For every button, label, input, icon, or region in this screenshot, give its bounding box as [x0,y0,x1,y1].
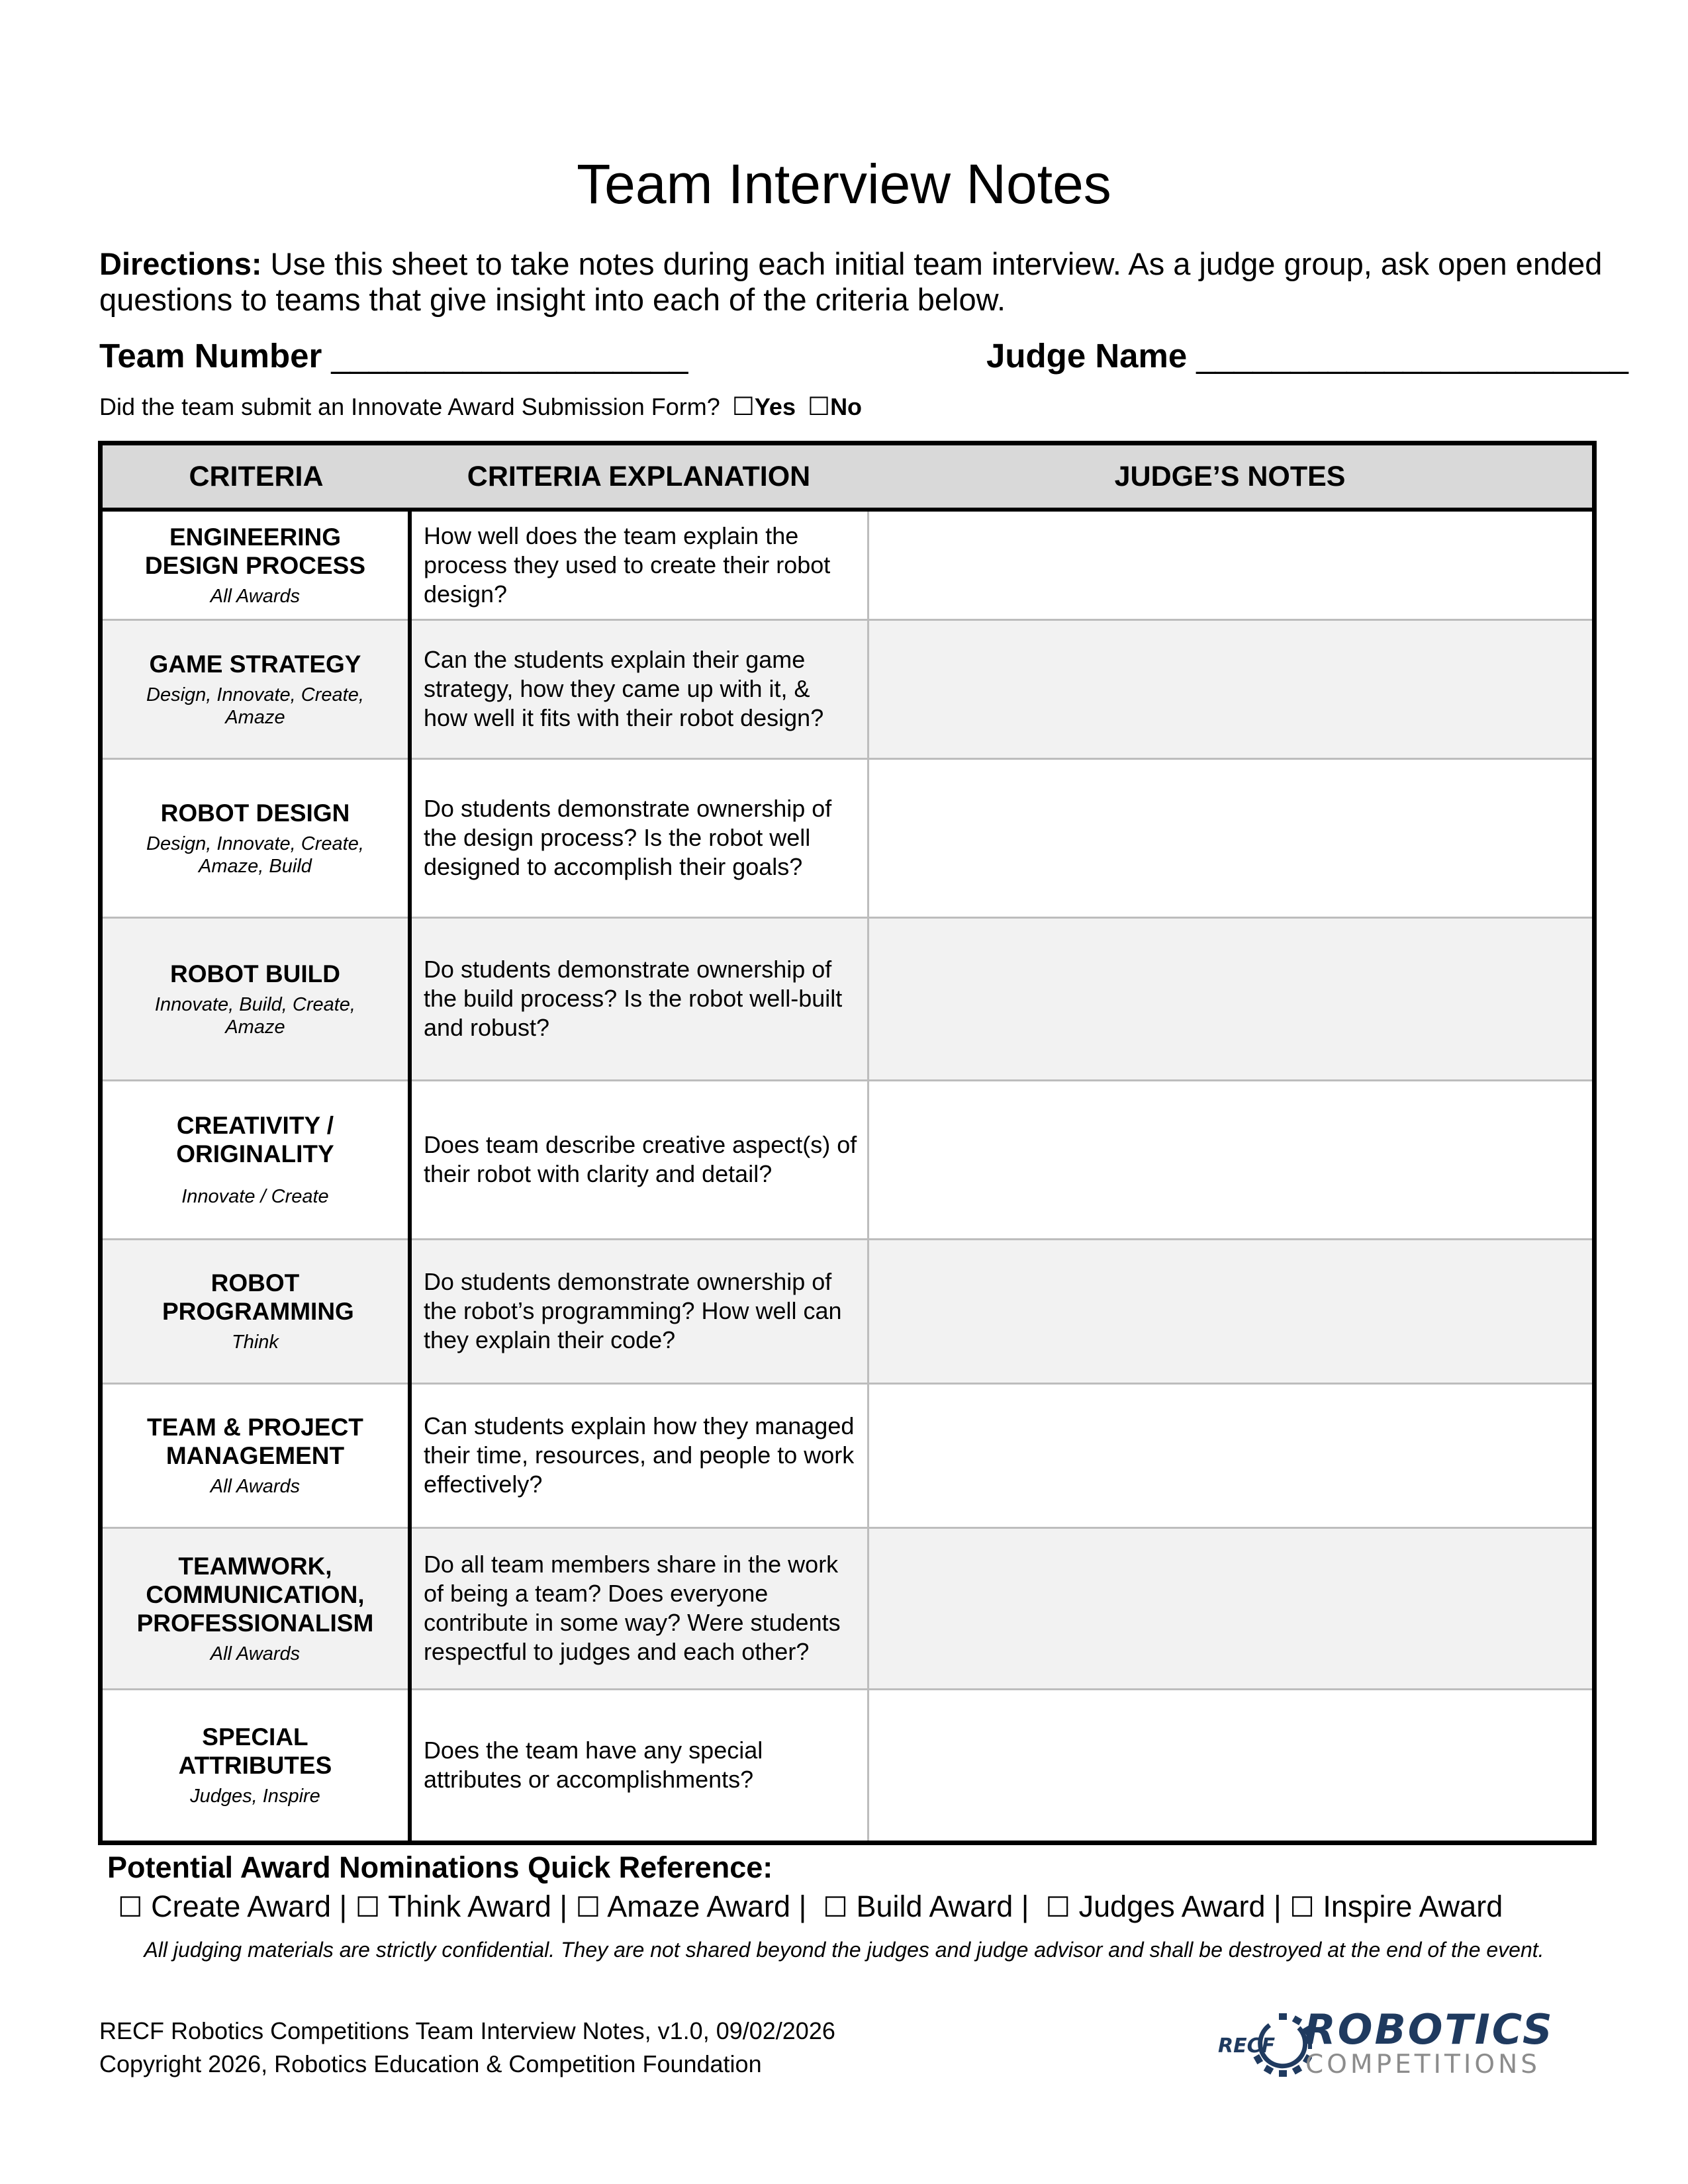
criteria-cell [101,758,410,917]
table-row [101,1239,1595,1383]
criteria-awards: Think [232,1332,279,1353]
explanation-cell: Does the team have any special attributes or accomplishments? [410,1689,868,1843]
explanation-cell: Do students demonstrate ownership of the build process? Is the robot well-built and robust? [410,917,868,1080]
criteria-name: CREATIVITY / ORIGINALITY [176,1112,334,1167]
criteria-awards: Design, Innovate, Create, Amaze [146,684,364,728]
criteria-cell [101,510,410,619]
header-explanation: CRITERIA EXPLANATION [410,443,868,510]
directions-text: Use this sheet to take notes during each initial team interview. As a judge group, ask open ended questions to teams that give insight into each of the criteria below. [99,246,1603,317]
table-row [101,1383,1595,1527]
footer-copyright: Copyright 2026, Robotics Education & Competition Foundation [99,2050,762,2077]
yes-label: Yes [754,393,796,420]
checkbox-icon: ☐ [1045,1891,1071,1923]
criteria-awards: Innovate / Create [181,1186,329,1207]
footer [99,2015,835,2081]
no-checkbox[interactable] [808,393,862,420]
header-judges-notes: JUDGE’S NOTES [868,443,1594,510]
award-label: Create Award [151,1889,331,1923]
build-award-checkbox[interactable] [823,1889,1013,1923]
yes-checkbox[interactable] [732,393,796,420]
no-checkbox-icon: ☐ [807,392,831,421]
criteria-awards: All Awards [210,585,301,607]
criteria-name: ENGINEERING DESIGN PROCESS [144,523,365,579]
submission-question: Did the team submit an Innovate Award Submission Form? [99,393,720,420]
award-label: Judges Award [1078,1889,1266,1923]
table-row [101,1080,1595,1239]
criteria-cell [101,1239,410,1383]
explanation-cell: Can the students explain their game strategy, how they came up with it, & how well it fits with their robot design? [410,619,868,758]
criteria-name: ROBOT PROGRAMMING [162,1269,354,1325]
table-row [101,1689,1595,1843]
judges-notes-cell[interactable] [868,1239,1594,1383]
judge-name-field[interactable] [986,336,1628,376]
award-label: Inspire Award [1323,1889,1503,1923]
criteria-awards: All Awards [210,1643,301,1664]
criteria-name: TEAMWORK, COMMUNICATION, PROFESSIONALISM [136,1552,374,1637]
criteria-cell [101,1527,410,1689]
explanation-cell: How well does the team explain the process they used to create their robot design? [410,510,868,619]
checkbox-icon: ☐ [575,1891,601,1923]
confidentiality-note: All judging materials are strictly confidential. They are not shared beyond the judges and judge advisor and shall be destroyed at the end of the event. [144,1938,1544,1962]
yes-checkbox-icon: ☐ [731,392,755,421]
logo-robotics-text: ROBOTICS [1304,2005,1554,2054]
checkbox-icon: ☐ [355,1891,381,1923]
table-header-row [101,443,1595,510]
criteria-table [98,441,1597,1845]
team-number-field[interactable] [99,336,688,376]
directions-label: Directions: [99,246,262,281]
judges-notes-cell[interactable] [868,619,1594,758]
award-label: Build Award [856,1889,1013,1923]
no-label: No [830,393,863,420]
table-row [101,758,1595,917]
inspire-award-checkbox[interactable] [1289,1889,1503,1923]
criteria-cell [101,619,410,758]
criteria-name: SPECIAL ATTRIBUTES [178,1723,332,1779]
explanation-cell: Do all team members share in the work of being a team? Does everyone contribute in some way? Were students respectful to judges and each other? [410,1527,868,1689]
criteria-cell [101,1383,410,1527]
checkbox-icon: ☐ [118,1891,143,1923]
explanation-cell: Can students explain how they managed their time, resources, and people to work effectively? [410,1383,868,1527]
criteria-cell [101,1689,410,1843]
header-criteria: CRITERIA [101,443,410,510]
submission-question-row [99,392,862,422]
amaze-award-checkbox[interactable] [576,1889,791,1923]
judges-award-checkbox[interactable] [1045,1889,1265,1923]
criteria-awards: All Awards [210,1476,301,1497]
team-number-label: Team Number [99,337,322,375]
award-nominations-row: ☐ Create Award | ☐ Think Award | ☐ Amaze Award | ☐ Build Award | ☐ Judges Award | ☐ Inspire Award [118,1889,1503,1923]
judges-notes-cell[interactable] [868,1689,1594,1843]
criteria-awards: Innovate, Build, Create, Amaze [154,993,355,1038]
table-row [101,917,1595,1080]
table-row [101,510,1595,619]
judges-notes-cell[interactable] [868,1080,1594,1239]
criteria-name: GAME STRATEGY [149,650,361,678]
explanation-cell: Does team describe creative aspect(s) of their robot with clarity and detail? [410,1080,868,1239]
robotics-competitions-logo [1218,2005,1589,2082]
judges-notes-cell[interactable] [868,758,1594,917]
criteria-cell [101,1080,410,1239]
logo-competitions-text: COMPETITIONS [1305,2050,1541,2079]
checkbox-icon: ☐ [1289,1891,1315,1923]
logo-recf-text: RECF [1218,2034,1276,2058]
criteria-name: TEAM & PROJECT MANAGEMENT [147,1414,363,1469]
criteria-name: ROBOT BUILD [170,960,340,987]
criteria-name: ROBOT DESIGN [160,799,350,827]
judges-notes-cell[interactable] [868,510,1594,619]
award-label: Think Award [388,1889,551,1923]
explanation-cell: Do students demonstrate ownership of the design process? Is the robot well designed to accomplish their goals? [410,758,868,917]
judges-notes-cell[interactable] [868,1383,1594,1527]
team-number-blank[interactable]: ___________________ [322,337,688,375]
explanation-cell: Do students demonstrate ownership of the robot’s programming? How well can they explain their code? [410,1239,868,1383]
table-row [101,619,1595,758]
footer-version: RECF Robotics Competitions Team Interview Notes, v1.0, 09/02/2026 [99,2017,835,2044]
judge-name-blank[interactable]: _______________________ [1187,337,1628,375]
judges-notes-cell[interactable] [868,917,1594,1080]
award-label: Amaze Award [607,1889,791,1923]
checkbox-icon: ☐ [823,1891,848,1923]
criteria-awards: Judges, Inspire [190,1786,320,1807]
create-award-checkbox[interactable] [118,1889,331,1923]
think-award-checkbox[interactable] [355,1889,551,1923]
criteria-awards: Design, Innovate, Create, Amaze, Build [146,833,364,877]
judge-name-label: Judge Name [986,337,1188,375]
page-title: Team Interview Notes [577,153,1111,215]
directions [99,246,1609,318]
judges-notes-cell[interactable] [868,1527,1594,1689]
quick-reference-title: Potential Award Nominations Quick Reference: [107,1850,773,1884]
table-row [101,1527,1595,1689]
criteria-cell [101,917,410,1080]
